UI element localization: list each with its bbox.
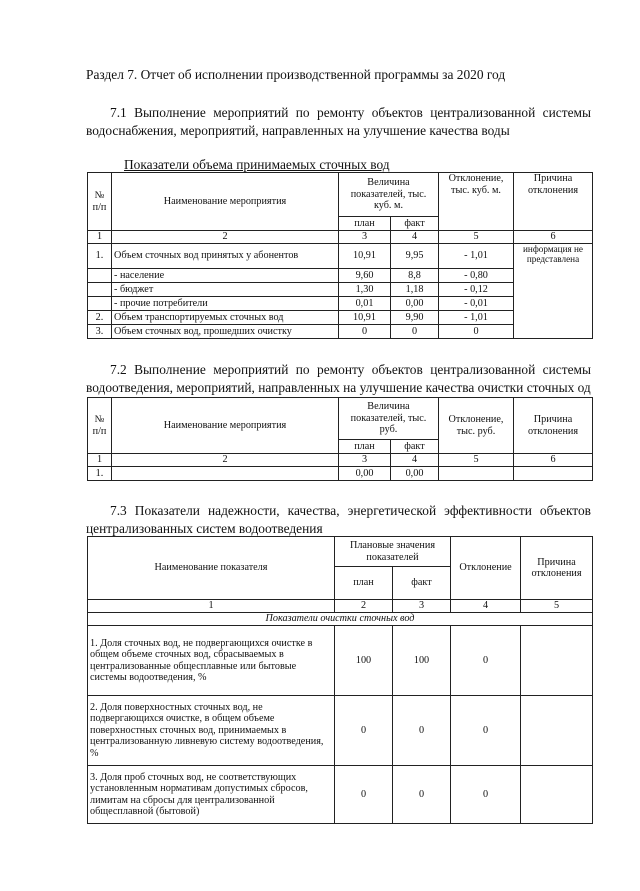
row-name: - население — [112, 269, 339, 283]
table-row — [88, 696, 593, 766]
header-name: Наименование мероприятия — [112, 173, 339, 231]
row-fact: 0 — [391, 325, 439, 339]
header-name: Наименование показателя — [88, 537, 335, 600]
table-repair-costs — [87, 397, 593, 481]
table-row — [88, 467, 593, 481]
colnum: 4 — [451, 600, 521, 613]
colnum: 3 — [339, 454, 391, 467]
header-plan: план — [339, 440, 391, 454]
table-1-caption: Показатели объема принимаемых сточных вод — [124, 157, 390, 172]
row-num: 3. — [88, 325, 112, 339]
section-title: Раздел 7. Отчет об исполнении производственной программы за 2020 год — [86, 67, 506, 82]
row-plan: 0 — [339, 325, 391, 339]
table-reliability-indicators — [87, 536, 593, 824]
section-7-3-line2: централизованных систем водоотведения — [86, 521, 323, 536]
table-row — [88, 244, 593, 269]
row-name: - бюджет — [112, 283, 339, 297]
row-name: - прочие потребители — [112, 297, 339, 311]
row-num — [88, 297, 112, 311]
header-plan: план — [339, 217, 391, 231]
row-deviation: - 0,80 — [439, 269, 514, 283]
header-num: № п/п — [88, 173, 112, 231]
section-7-1-line1: 7.1 Выполнение мероприятий по ремонту объектов централизованной системы — [110, 105, 591, 120]
colnum: 1 — [88, 231, 112, 244]
row-num: 2. — [88, 311, 112, 325]
row-plan: 9,60 — [339, 269, 391, 283]
row-deviation: - 1,01 — [439, 244, 514, 269]
row-fact: 0,00 — [391, 297, 439, 311]
row-fact: 100 — [393, 626, 451, 696]
row-reason — [521, 696, 593, 766]
row-num — [88, 269, 112, 283]
header-reason: Причина отклонения — [514, 398, 593, 454]
row-plan: 0,00 — [339, 467, 391, 481]
table-row — [88, 626, 593, 696]
colnum: 4 — [391, 454, 439, 467]
row-num: 1. — [88, 244, 112, 269]
row-name: Объем сточных вод принятых у абонентов — [112, 244, 339, 269]
colnum: 1 — [88, 454, 112, 467]
table-water-volume — [87, 172, 593, 339]
section-7-2-line2: водоотведения, мероприятий, направленных на улучшение качества очистки сточных од — [86, 380, 591, 395]
row-deviation: 0 — [451, 626, 521, 696]
section-7-2-paragraph — [86, 361, 591, 397]
colnum: 2 — [112, 454, 339, 467]
header-name: Наименование мероприятия — [112, 398, 339, 454]
header-reason: Причина отклонения — [521, 537, 593, 600]
row-fact: 0 — [393, 766, 451, 824]
colnum: 6 — [514, 454, 593, 467]
row-plan: 0,01 — [339, 297, 391, 311]
header-fact: факт — [393, 567, 451, 600]
header-fact: факт — [391, 440, 439, 454]
colnum: 3 — [393, 600, 451, 613]
section-7-3-line1: 7.3 Показатели надежности, качества, энергетической эффективности объектов — [110, 503, 591, 518]
colnum: 6 — [514, 231, 593, 244]
row-deviation: 0 — [451, 696, 521, 766]
colnum: 2 — [335, 600, 393, 613]
header-value: Плановые значения показателей — [335, 537, 451, 567]
row-reason — [521, 626, 593, 696]
header-value: Величина показателей, тыс. куб. м. — [339, 173, 439, 217]
row-name: Объем транспортируемых сточных вод — [112, 311, 339, 325]
row-name: Объем сточных вод, прошедших очистку — [112, 325, 339, 339]
row-name: 2. Доля поверхностных сточных вод, не подвергающихся очистке, в общем объеме поверхностных сточных вод, принимаемых в централизованную ливневую систему водоотведения, % — [88, 696, 335, 766]
row-deviation: - 0,01 — [439, 297, 514, 311]
row-deviation: 0 — [439, 325, 514, 339]
header-plan: план — [335, 567, 393, 600]
row-fact: 0,00 — [391, 467, 439, 481]
row-deviation — [439, 467, 514, 481]
colnum: 5 — [439, 231, 514, 244]
colnum: 1 — [88, 600, 335, 613]
header-deviation: Отклонение, тыс. куб. м. — [439, 173, 514, 231]
row-plan: 10,91 — [339, 244, 391, 269]
row-plan: 10,91 — [339, 311, 391, 325]
colnum: 5 — [521, 600, 593, 613]
row-name: 3. Доля проб сточных вод, не соответствующих установленным нормативам допустимых сбросов, лимитам на сбросы для централизованной общесплавной (бытовой) — [88, 766, 335, 824]
section-7-1-paragraph — [86, 104, 591, 140]
row-plan: 1,30 — [339, 283, 391, 297]
row-reason: информация не представлена — [514, 244, 593, 339]
table-row — [88, 766, 593, 824]
header-reason: Причина отклонения — [514, 173, 593, 231]
header-deviation: Отклонение — [451, 537, 521, 600]
row-plan: 0 — [335, 696, 393, 766]
row-name — [112, 467, 339, 481]
row-fact: 8,8 — [391, 269, 439, 283]
row-fact: 1,18 — [391, 283, 439, 297]
row-num: 1. — [88, 467, 112, 481]
row-reason — [521, 766, 593, 824]
group-heading: Показатели очистки сточных вод — [88, 613, 593, 626]
header-num: № п/п — [88, 398, 112, 454]
section-7-1-line2: водоснабжения, мероприятий, направленных на улучшение качества воды — [86, 123, 510, 138]
row-deviation: 0 — [451, 766, 521, 824]
row-fact: 0 — [393, 696, 451, 766]
colnum: 5 — [439, 454, 514, 467]
colnum: 2 — [112, 231, 339, 244]
row-fact: 9,90 — [391, 311, 439, 325]
colnum: 3 — [339, 231, 391, 244]
row-name: 1. Доля сточных вод, не подвергающихся очистке в общем объеме сточных вод, сбрасываемых в централизованные общесплавные или бытовые системы водоотведения, % — [88, 626, 335, 696]
section-7-3-paragraph — [86, 502, 591, 538]
row-plan: 0 — [335, 766, 393, 824]
row-plan: 100 — [335, 626, 393, 696]
section-7-2-line1: 7.2 Выполнение мероприятий по ремонту объектов централизованной системы — [110, 362, 591, 377]
row-deviation: - 1,01 — [439, 311, 514, 325]
header-deviation: Отклонение, тыс. руб. — [439, 398, 514, 454]
row-fact: 9,95 — [391, 244, 439, 269]
row-num — [88, 283, 112, 297]
row-reason — [514, 467, 593, 481]
colnum: 4 — [391, 231, 439, 244]
header-value: Величина показателей, тыс. руб. — [339, 398, 439, 440]
header-fact: факт — [391, 217, 439, 231]
row-deviation: - 0,12 — [439, 283, 514, 297]
